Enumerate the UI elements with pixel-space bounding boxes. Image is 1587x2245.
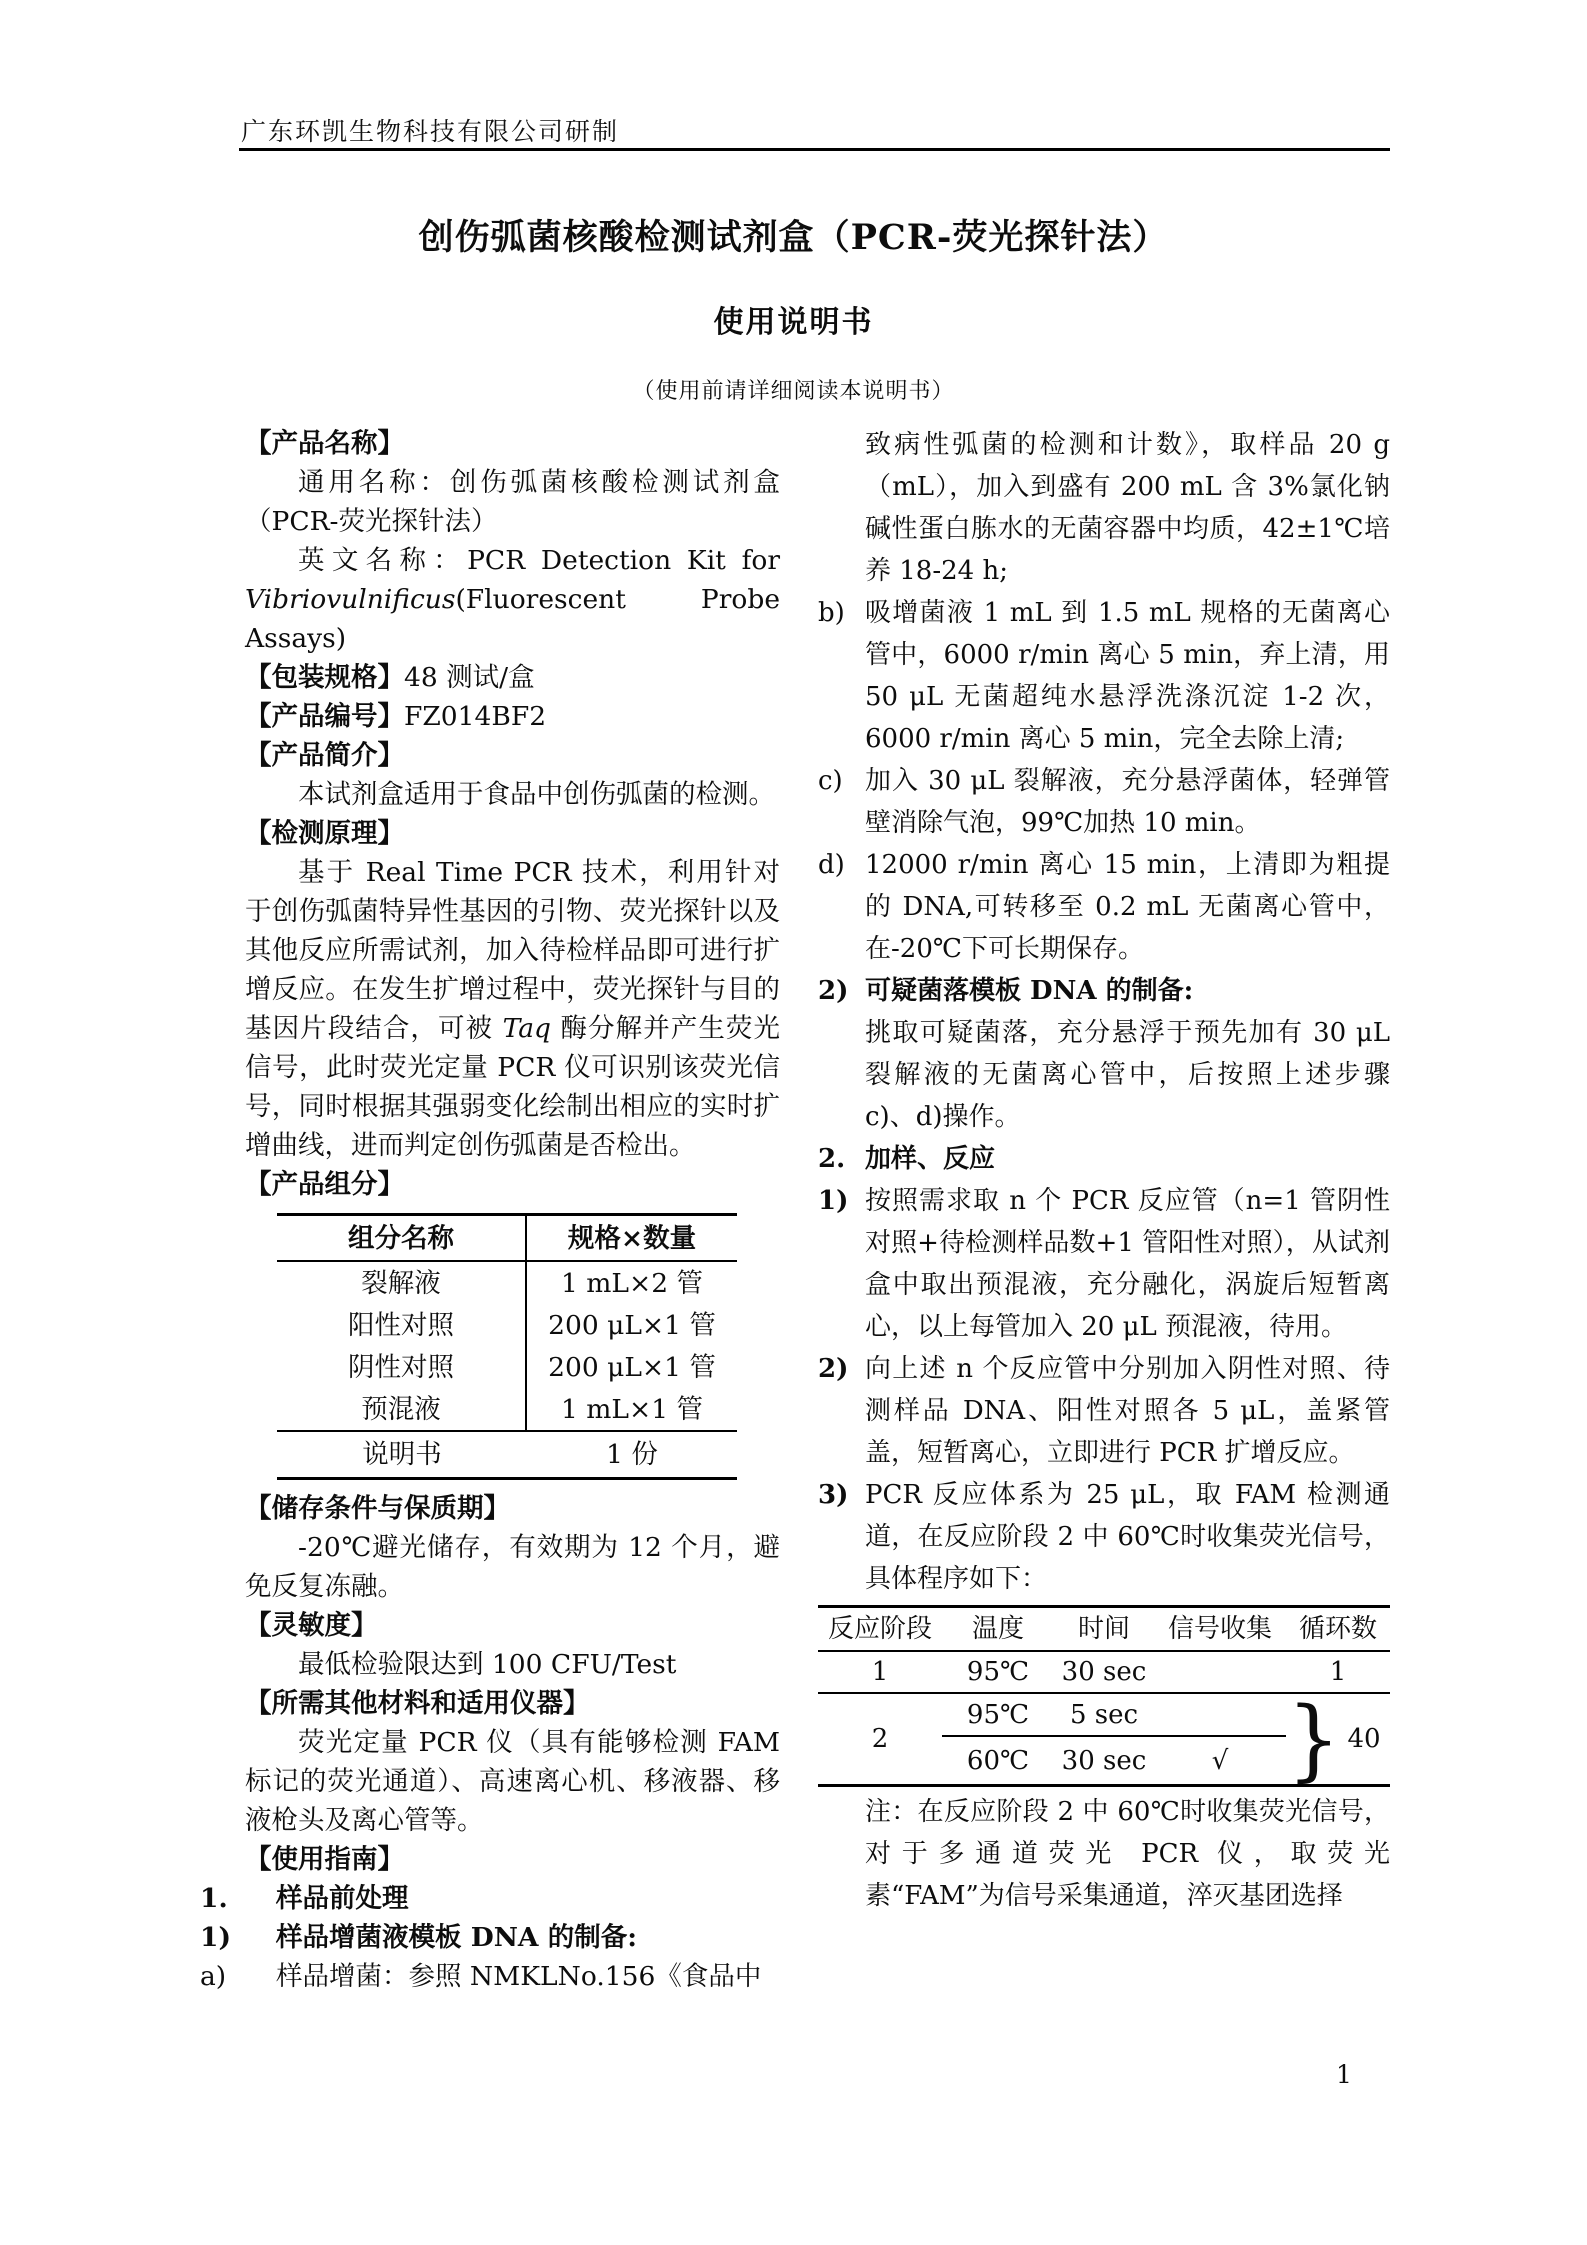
components-row-name: 阴性对照 [277,1346,527,1388]
list-item-text: 向上述 n 个反应管中分别加入阴性对照、待测样品 DNA、阳性对照各 5 μL，盖紧管盖，短暂离心，立即进行 PCR 扩增反应。 [865,1354,1390,1468]
components-row-name: 裂解液 [277,1262,527,1304]
pcr-header-stage: 反应阶段 [818,1608,942,1652]
list-item-text: 按照需求取 n 个 PCR 反应管（n=1 管阴性对照+待检测样品数+1 管阳性对照），从试剂盒中取出预混液，充分融化，涡旋后短暂离心，以上每管加入 20 μL 预混液，待用。 [865,1186,1390,1342]
list-item-text: 样品前处理 [276,1883,409,1914]
principle-italic: Taq [502,1013,551,1044]
page-number: 1 [1336,2060,1352,2089]
list-item-text: PCR 反应体系为 25 μL，取 FAM 检测通道，在反应阶段 2 中 60℃时收集荧光信号，具体程序如下： [865,1480,1390,1594]
pcr-stage1-stage: 1 [818,1652,942,1694]
principle-pre: 基于 Real Time PCR 技术，利用针对于创伤弧菌特异性基因的引物、荧光探针以及其他反应所需试剂，加入待检样品即可进行扩增反应。在发生扩增过程中，荧光探针与目的基因片段结合，可被 [245,857,780,1044]
list-item-d [818,844,1390,970]
paragraph-continuation-a: 致病性弧菌的检测和计数》，取样品 20 g（mL），加入到盛有 200 mL 含 3%氯化钠碱性蛋白胨水的无菌容器中均质，42±1℃培养 18-24 h; [865,430,1390,586]
pcr-header-cycles: 循环数 [1286,1608,1390,1652]
document-title: 创伤弧菌核酸检测试剂盒（PCR-荧光探针法） [418,217,1169,258]
two-column-body [200,424,1390,1996]
list-item-suspect-colony-dna [818,970,1390,1012]
section-product-components: 【产品组分】 [245,1169,404,1199]
section-product-name: 【产品名称】 [245,428,404,458]
read-notice: （使用前请详细阅读本说明书） [632,379,955,404]
cycle-brace: } [1287,1687,1341,1791]
components-footer-name: 说明书 [362,1439,442,1470]
components-row-name: 预混液 [277,1388,527,1432]
english-name-post: (Fluorescent Probe Assays) [245,584,780,654]
pcr-stage2-cycles [1286,1687,1390,1791]
pcr-stage2-step2-temp: 60℃ [966,1745,1030,1776]
components-row-name: 阳性对照 [277,1304,527,1346]
components-row-spec: 1 mL×2 管 [561,1267,703,1299]
section-storage: 【储存条件与保质期】 [245,1493,510,1523]
list-item-sample-enrichment [200,1957,780,1996]
section-product-intro: 【产品简介】 [245,740,404,770]
right-column [818,424,1390,1996]
list-item-c [818,760,1390,844]
pcr-stage2-stage: 2 [871,1724,889,1754]
section-usage-guide: 【使用指南】 [245,1844,404,1874]
components-row-spec: 200 μL×1 管 [548,1309,716,1341]
pcr-stage2-step1-temp: 95℃ [942,1694,1054,1737]
list-item-r2 [818,1348,1390,1474]
company-header: 广东环凯生物科技有限公司研制 [241,117,620,146]
pcr-header-signal: 信号收集 [1154,1608,1286,1652]
list-item-text: 吸增菌液 1 mL 到 1.5 mL 规格的无菌离心管中，6000 r/min 离心 5 min，弃上清，用 50 μL 无菌超纯水悬浮洗涤沉淀 1-2 次，6000 r/min 离心 5 min，完全去除上清; [865,598,1390,754]
section-other-materials: 【所需其他材料和适用仪器】 [245,1688,590,1718]
components-table-header-name: 组分名称 [277,1216,527,1262]
list-marker: 3) [818,1480,849,1510]
components-table-header-spec: 规格×数量 [527,1216,737,1262]
english-name-italic: Vibriovulnificus [245,584,456,615]
pcr-program-table [818,1605,1390,1791]
list-marker: b) [818,598,845,628]
list-item-text: 12000 r/min 离心 15 min，上清即为粗提的 DNA,可转移至 0.2 mL 无菌离心管中，在-20℃下可长期保存。 [865,850,1390,964]
section-detection-principle: 【检测原理】 [245,818,404,848]
section-sensitivity: 【灵敏度】 [245,1610,378,1640]
list-marker: 1) [200,1922,231,1953]
list-marker: c) [818,766,843,796]
paragraph-other-materials: 荧光定量 PCR 仪（具有能够检测 FAM 标记的荧光通道）、高速离心机、移液器、移液枪头及离心管等。 [245,1727,780,1836]
paragraph-note: 注：在反应阶段 2 中 60℃时收集荧光信号，对于多通道荧光 PCR 仪，取荧光素“FAM”为信号采集通道，淬灭基团选择 [865,1797,1390,1911]
list-item-b [818,592,1390,760]
components-table [277,1213,737,1480]
pcr-stage2-step1-signal [1154,1694,1286,1737]
header-rule [239,148,1390,151]
package-spec-value: 48 测试/盒 [404,662,535,693]
list-marker: 2) [818,1354,849,1384]
list-item-r3 [818,1474,1390,1600]
paragraph-suspect-colony: 挑取可疑菌落，充分悬浮于预先加有 30 μL 裂解液的无菌离心管中，后按照上述步骤 c)、d)操作。 [865,1018,1390,1132]
section-package-spec: 【包装规格】 [245,662,404,692]
section-product-code: 【产品编号】 [245,701,404,731]
product-code-value: FZ014BF2 [404,701,547,732]
list-marker: 2. [818,1144,846,1174]
pcr-stage2-step2-time: 30 sec [1061,1745,1147,1776]
list-item-sample-pretreatment [200,1879,780,1918]
paragraph-english-name [245,541,780,658]
left-column [200,424,780,1996]
list-item-text: 样品增菌液模板 DNA 的制备: [276,1922,637,1953]
cycle-count: 40 [1347,1724,1381,1754]
pcr-stage1-signal [1154,1652,1286,1694]
list-item-text: 可疑菌落模板 DNA 的制备: [865,976,1194,1006]
list-item-enrichment-dna [200,1918,780,1957]
components-row-spec: 1 mL×1 管 [527,1388,737,1432]
paragraph-generic-name: 通用名称：创伤弧菌核酸检测试剂盒（PCR-荧光探针法） [245,467,780,537]
list-marker: 1) [818,1186,849,1216]
components-row-spec: 200 μL×1 管 [548,1351,716,1383]
principle-post: 酶分解并产生荧光信号，此时荧光定量 PCR 仪可识别该荧光信号，同时根据其强弱变化绘制出相应的实时扩增曲线，进而判定创伤弧菌是否检出。 [245,1013,780,1161]
pcr-stage1-time: 30 sec [1054,1652,1154,1694]
list-marker: 1. [200,1883,228,1914]
paragraph-storage: -20℃避光储存，有效期为 12 个月，避免反复冻融。 [245,1532,780,1602]
pcr-stage1-temp: 95℃ [942,1652,1054,1694]
pcr-stage2-step1-time: 5 sec [1054,1694,1154,1737]
paragraph-product-intro: 本试剂盒适用于食品中创伤弧菌的检测。 [298,779,775,810]
list-marker: a) [200,1961,227,1992]
list-marker: 2) [818,976,849,1006]
line-product-code [245,697,780,736]
pcr-header-time: 时间 [1054,1608,1154,1652]
list-item-text: 加入 30 μL 裂解液，充分悬浮菌体，轻弹管壁消除气泡，99℃加热 10 min。 [865,766,1390,838]
document-subtitle: 使用说明书 [713,305,874,340]
pcr-header-temp: 温度 [942,1608,1054,1652]
list-marker: d) [818,850,845,880]
line-package-spec [245,658,780,697]
paragraph-sensitivity: 最低检验限达到 100 CFU/Test [298,1649,677,1680]
list-item-text: 样品增菌：参照 NMKLNo.156《食品中 [276,1961,762,1992]
list-item-text: 加样、反应 [865,1144,996,1174]
pcr-stage1-cycles: 1 [1286,1652,1390,1694]
components-footer-spec: 1 份 [606,1439,658,1470]
list-item-r1 [818,1180,1390,1348]
list-item-loading-reaction [818,1138,1390,1180]
paragraph-detection-principle [245,853,780,1165]
english-name-pre: 英文名称：PCR Detection Kit for [298,545,780,576]
pcr-stage2-step2-signal: √ [1211,1745,1229,1776]
